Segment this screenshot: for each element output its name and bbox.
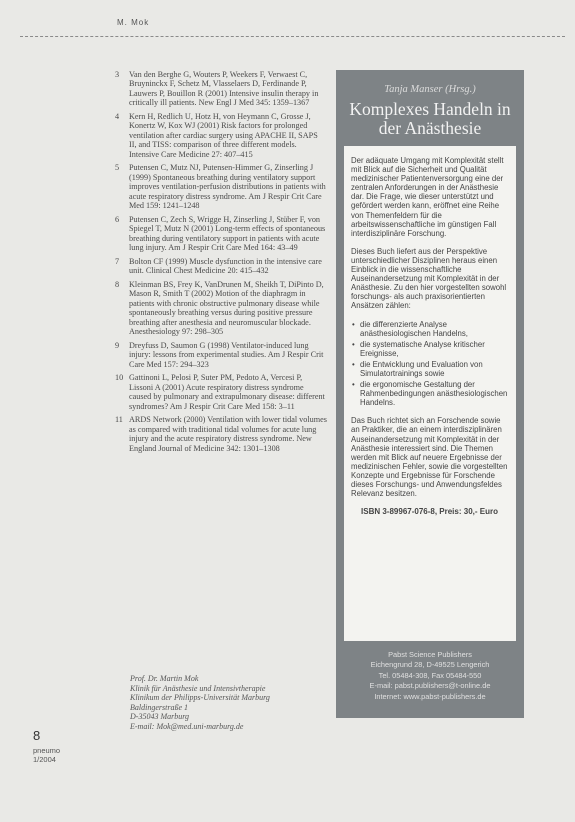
reference-text: Putensen C, Mutz NJ, Putensen-Himmer G, Zinserling J (1999) Spontaneous breathing during ventilatory support improves ventilation-perfusion distributions in patients with acute respiratory distress syndrome. Am J Respir Crit Care Med 159: 1241–1248 xyxy=(129,163,326,211)
reference-text: Van den Berghe G, Wouters P, Weekers F, Verwaest C, Bruyninckx F, Schetz M, Vlasselaers D, Ferdinande P, Lauwers P, Bouillon R (2001) Intensive insulin therapy in critically ill patients. New Engl J Med 345: 1359–1367 xyxy=(129,70,319,108)
header-rule xyxy=(20,36,565,37)
publisher-website: Internet: www.pabst-publishers.de xyxy=(374,691,486,701)
reference-number: 3 xyxy=(115,70,120,79)
reference-item xyxy=(115,257,327,276)
address-email: E-mail: Mok@med.uni-marburg.de xyxy=(130,721,244,731)
ad-publisher xyxy=(336,650,524,702)
running-head: M. Mok xyxy=(117,18,150,27)
ad-title-line: Komplexes Handeln in xyxy=(349,99,511,119)
ad-isbn-price: ISBN 3-89967-076-8, Preis: 30,- Euro xyxy=(361,507,498,517)
journal-name: pneumo xyxy=(33,746,61,755)
reference-number: 8 xyxy=(115,280,120,289)
publisher-email: E-mail: pabst.publishers@t-online.de xyxy=(369,681,491,691)
ad-bullet-list xyxy=(351,320,508,408)
ad-title-line: der Anästhesie xyxy=(378,118,482,138)
ad-bullet-item: • die ergonomische Gestaltung der Rahmenbedingungen anästhesiologischen Handelns. xyxy=(360,380,508,407)
ad-paragraph: Dieses Buch liefert aus der Perspektive unterschiedlicher Disziplinen heraus einen Einblick in die wissenschaftliche Auseinandersetzung mit Komplexität in der Anästhesie. Zu den hier vorgestellten sowohl forschungs- als auch praxisorientierten Ansätzen zählen: xyxy=(351,246,507,311)
reference-number: 4 xyxy=(115,112,120,121)
author-address xyxy=(130,674,335,732)
reference-number: 6 xyxy=(115,214,120,224)
reference-item xyxy=(115,163,327,210)
ad-body xyxy=(344,146,516,641)
reference-item xyxy=(115,373,327,411)
reference-text: Bolton CF (1999) Muscle dysfunction in the intensive care unit. Clinical Chest Medicine 20: 415–432 xyxy=(129,256,322,276)
publisher-address: Eichengrund 28, D-49525 Lengerich xyxy=(370,660,490,670)
reference-number: 10 xyxy=(115,373,124,383)
reference-item xyxy=(115,341,327,369)
reference-item xyxy=(115,112,327,159)
address-line: Baldingerstraße 1 xyxy=(130,702,188,712)
ad-paragraph: Das Buch richtet sich an Forschende sowie an Praktiker, die an einem interdisziplinären Auseinandersetzung mit Komplexität in der Anästhesie interessiert sind. Die Themen werden mit Blick auf neuere Ergebnisse der medizinischen Fehler, sowie die vorgestellten Konzepte und Ergebnisse für Forschende dieses Forschungs- und Anwendungsfeldes Relevanz besitzen. xyxy=(351,416,508,499)
reference-item xyxy=(115,70,327,108)
ad-paragraph: Der adäquate Umgang mit Komplexität stellt mit Blick auf die Sicherheit und Qualität medizinischer Patientenversorgung eine der zentralen Anforderungen in der Anästhesie dar. Die Frage, wie dieser unterstützt und gefördert werden kann, eröffnet eine Reihe von Themenfeldern für die arbeitswissenschaftliche im günstigen Fall interdisziplinäre Forschung. xyxy=(351,156,504,238)
reference-number: 5 xyxy=(115,163,120,173)
publisher-phone: Tel. 05484-308, Fax 05484-550 xyxy=(378,670,482,680)
ad-author: Tanja Manser (Hrsg.) xyxy=(384,84,476,95)
ad-bullet-item: • die Entwicklung und Evaluation von Simulatortrainings sowie xyxy=(360,360,508,378)
page-number: 8 xyxy=(33,728,41,743)
ad-title xyxy=(336,100,524,138)
ad-bullet-item: • die systematische Analyse kritischer Ereignisse, xyxy=(360,340,508,358)
reference-item xyxy=(115,415,327,453)
reference-item xyxy=(115,215,327,253)
journal-info xyxy=(33,746,60,764)
reference-number: 11 xyxy=(115,415,123,425)
journal-issue: 1/2004 xyxy=(33,755,56,764)
book-advertisement xyxy=(336,70,524,718)
address-name: Prof. Dr. Martin Mok xyxy=(130,674,199,683)
reference-text: Kleinman BS, Frey K, VanDrunen M, Sheikh T, DiPinto D, Mason R, Smith T (2002) Motion of the diaphragm in patients with chronic obstructive pulmonary disease while spontaneously breathing versus during positive pressure breathing after anesthesia and neuromuscular blockade. Anesthesiology 97: 298–305 xyxy=(129,280,324,337)
reference-number: 9 xyxy=(115,340,120,350)
address-line: Klinikum der Philipps-Universität Marburg xyxy=(130,693,270,703)
reference-item xyxy=(115,280,327,337)
reference-text: Putensen C, Zech S, Wrigge H, Zinserling J, Stüber F, von Spiegel T, Mutz N (2001) Long-term effects of spontaneous breathing during ventilatory support in patients with acute lung injury. Am J Respir Crit Care Med 164: 43–49 xyxy=(129,214,326,253)
reference-text: Dreyfuss D, Saumon G (1998) Ventilator-induced lung injury: lessons from experimental studies. Am J Respir Crit Care Med 157: 294–323 xyxy=(129,340,324,369)
reference-list xyxy=(115,70,327,457)
address-line: Klinik für Anästhesie und Intensivtherapie xyxy=(130,683,266,693)
publisher-name: Pabst Science Publishers xyxy=(388,650,472,659)
ad-bullet-item: • die differenzierte Analyse anästhesiologischen Handelns, xyxy=(360,320,508,338)
reference-text: ARDS Network (2000) Ventilation with lower tidal volumes as compared with traditional tidal volumes for acute lung injury and the acute respiratory distress syndrome. New England Journal of Medicine 342: 1301–1308 xyxy=(129,415,327,453)
reference-text: Kern H, Redlich U, Hotz H, von Heymann C, Grosse J, Konertz W, Kox WJ (2001) Risk factors for prolonged ventilation after cardiac surgery using APACHE II, SAPS II, and TISS: comparison of three different models. Intensive Care Medicine 27: 407–415 xyxy=(129,112,318,159)
reference-number: 7 xyxy=(115,256,120,266)
address-line: D-35043 Marburg xyxy=(130,712,190,722)
reference-text: Gattinoni L, Pelosi P, Suter PM, Pedoto A, Vercesi P, Lissoni A (2001) Acute respiratory distress syndrome caused by pulmonary and extrapulmonary disease: different syndromes? Am J Respir Crit Care Med 158: 3–11 xyxy=(129,373,325,411)
